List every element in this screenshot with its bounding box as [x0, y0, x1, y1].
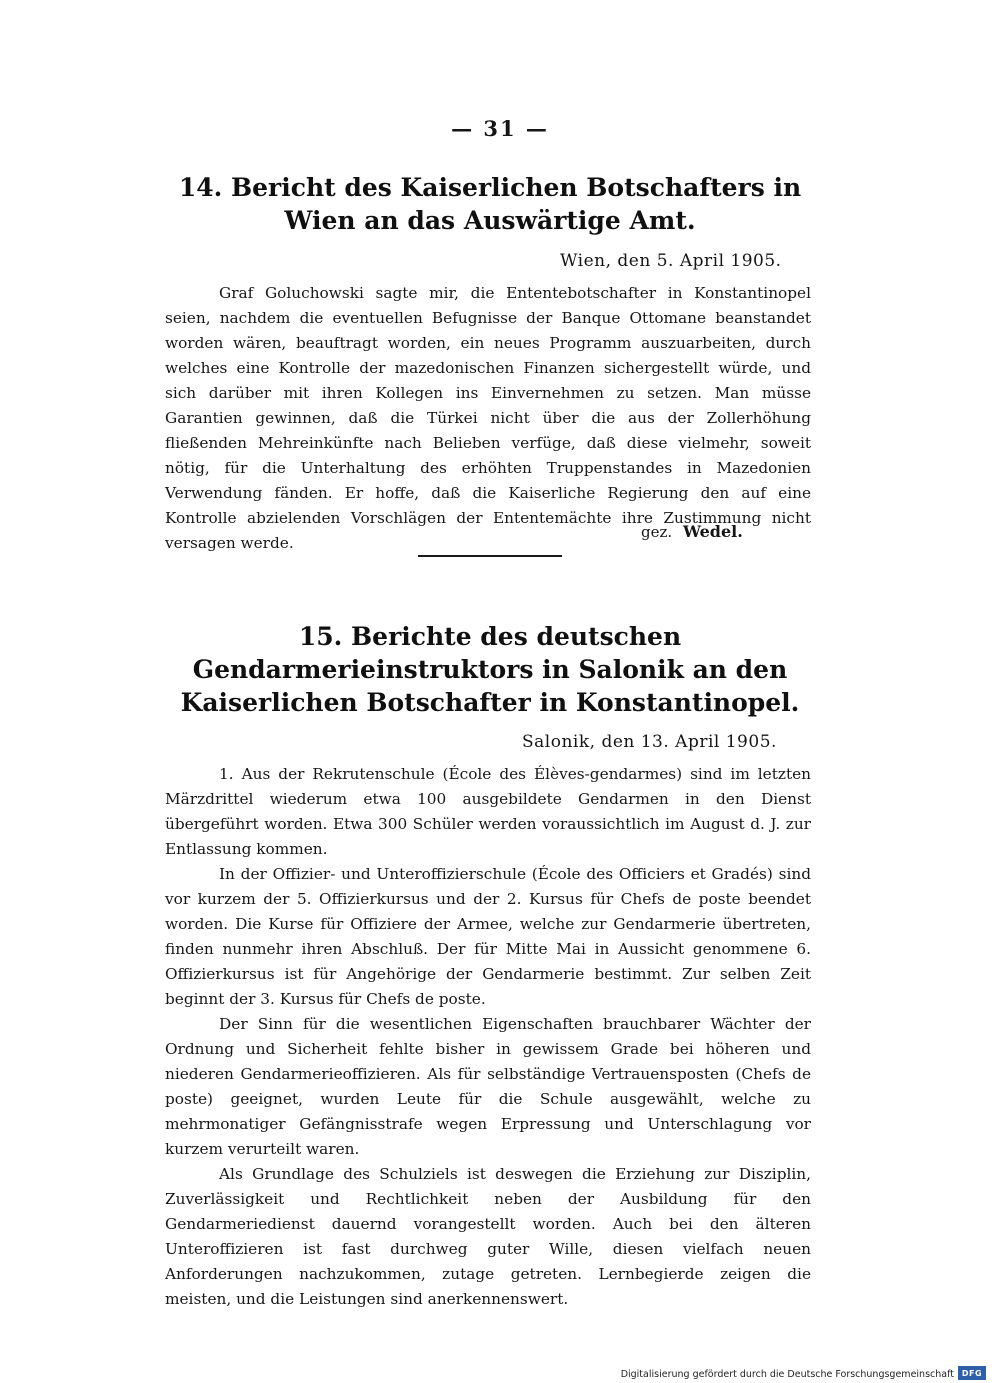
signature: [641, 522, 743, 541]
section-14-heading: 14. Bericht des Kaiserlichen Botschafters in Wien an das Auswärtige Amt.: [178, 173, 802, 235]
section-15-paragraph-4: Als Grundlage des Schulziels ist deswegen die Erziehung zur Disziplin, Zuverlässigkeit und Rechtlichkeit neben der Ausbildung für den Gendarmeriedienst dauernd vorangestellt worden. Auch bei den älteren Unteroffizieren ist fast durchweg guter Wille, diesen vielfach neuen Anforderungen nachzukommen, zutage getreten. Lernbegierde zeigen die meisten, und die Leistungen sind anerkennenswert.: [165, 1165, 811, 1308]
digitization-credit: Digitalisierung gefördert durch die Deutsche Forschungsgemeinschaft: [620, 1369, 954, 1380]
section-15-paragraph-3: Der Sinn für die wesentlichen Eigenschaften brauchbarer Wächter der Ordnung und Sicherheit fehlte bisher in gewissem Grade bei höheren und niederen Gendarmerieoffizieren. Als für selbständige Vertrauensposten (Chefs de poste) geeignet, wurden Leute für die Schule ausgewählt, welche zu mehrmonatiger Gefängnisstrafe wegen Erpressung und Unterschlagung vor kurzem verurteilt waren.: [165, 1015, 811, 1158]
section-15-paragraph-1: 1. Aus der Rekrutenschule (École des Élèves-gendarmes) sind im letzten Märzdrittel wiederum etwa 100 ausgebildete Gendarmen in den Dienst übergeführt worden. Etwa 300 Schüler werden voraussichtlich im August d. J. zur Entlassung kommen.: [165, 765, 811, 858]
section-15-heading: 15. Berichte des deutschen Gendarmerieinstruktors in Salonik an den Kaiserlichen Botschafter in Konstantinopel.: [180, 622, 800, 717]
section-14-date: Wien, den 5. April 1905.: [560, 251, 782, 271]
section-14-paragraph: Graf Goluchowski sagte mir, die Ententebotschafter in Konstantinopel seien, nachdem die eventuellen Befugnisse der Banque Ottomane beanstandet worden wären, beauftragt worden, ein neues Programm auszuarbeiten, durch welches eine Kontrolle der mazedonischen Finanzen sichergestellt würde, und sich darüber mit ihren Kollegen ins Einvernehmen zu setzen. Man müsse Garantien gewinnen, daß die Türkei nicht über die aus der Zollerhöhung fließenden Mehreinkünfte nach Belieben verfüge, daß diese vielmehr, soweit nötig, für die Unterhaltung des erhöhten Truppenstandes in Mazedonien Verwendung fänden. Er hoffe, daß die Kaiserliche Regierung den auf eine Kontrolle abzielenden Vorschlägen der Ententemächte ihre Zustimmung nicht versagen werde.: [165, 284, 811, 552]
section-14-body: [165, 281, 811, 556]
section-15-date: Salonik, den 13. April 1905.: [522, 732, 777, 752]
section-divider: [418, 555, 562, 557]
section-15-paragraph-2: In der Offizier- und Unteroffizierschule (École des Officiers et Gradés) sind vor kurzem der 5. Offizierkursus und der 2. Kursus für Chefs de poste beendet worden. Die Kurse für Offiziere der Armee, welche zur Gendarmerie übertreten, finden nunmehr ihren Abschluß. Der für Mitte Mai in Aussicht genommene 6. Offizierkursus ist für Angehörige der Gendarmerie bestimmt. Zur selben Zeit beginnt der 3. Kursus für Chefs de poste.: [165, 865, 811, 1008]
signature-name: Wedel.: [682, 522, 743, 541]
section-15-body: [165, 762, 811, 1312]
dfg-logo: DFG: [958, 1366, 986, 1380]
signature-prefix: gez.: [641, 523, 673, 541]
page-number: — 31 —: [451, 116, 549, 141]
